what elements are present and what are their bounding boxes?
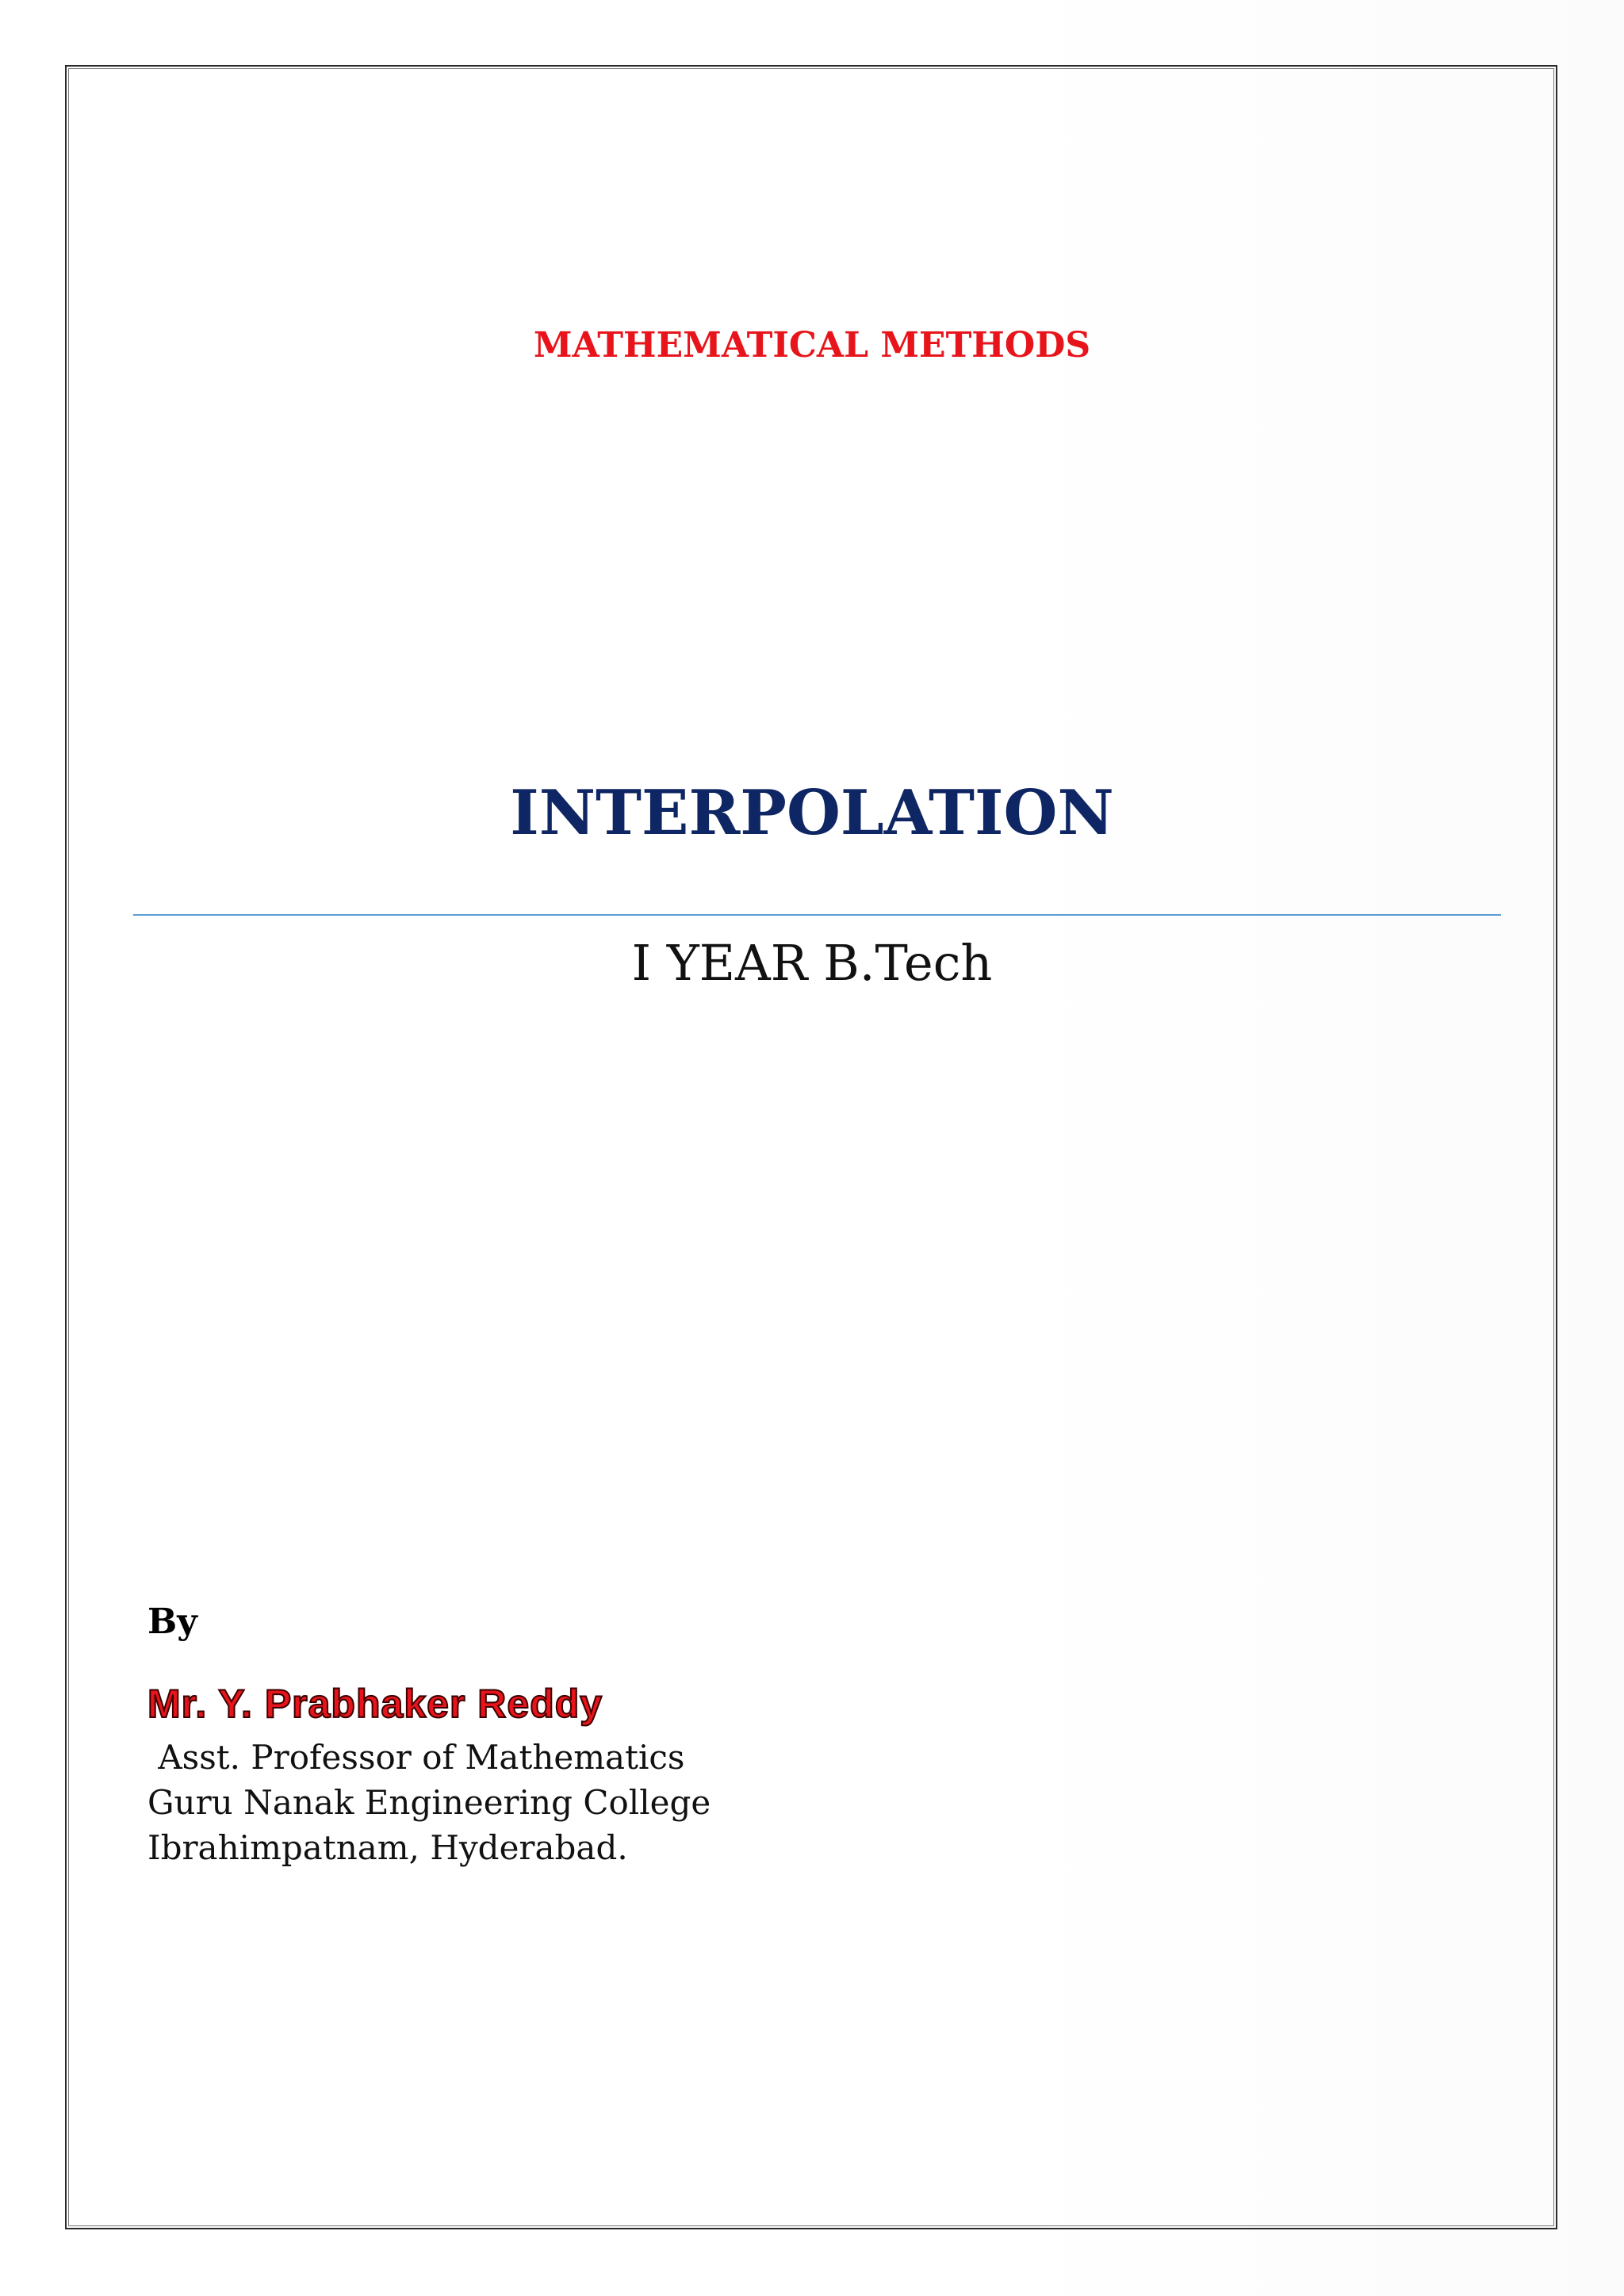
subject-heading: MATHEMATICAL METHODS (533, 325, 1091, 365)
author-name: Mr. Y. Prabhaker Reddy (147, 1682, 603, 1726)
author-location: Ibrahimpatnam, Hyderabad. (147, 1828, 628, 1867)
course-year-subtitle: I YEAR B.Tech (631, 934, 993, 992)
author-institution: Guru Nanak Engineering College (147, 1783, 711, 1822)
author-position: Asst. Professor of Mathematics (147, 1738, 685, 1777)
page-border-inner (68, 68, 1554, 2226)
by-label: By (147, 1601, 197, 1642)
author-details (147, 1735, 710, 1870)
title-divider (133, 914, 1501, 916)
document-title: INTERPOLATION (510, 777, 1114, 849)
